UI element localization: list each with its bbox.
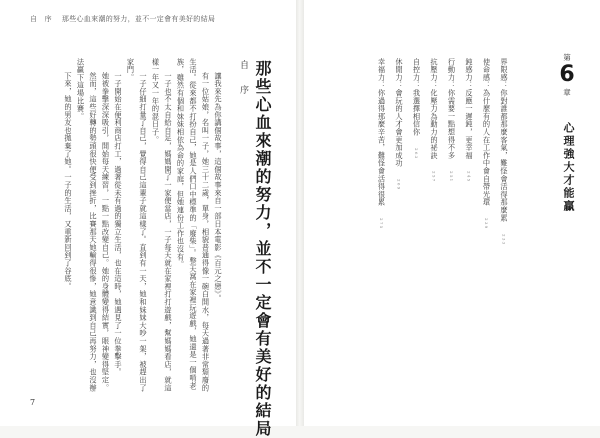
toc-entry-page: 2 7 5 (379, 218, 384, 229)
chapter-title: 心理強大才能贏 (562, 122, 575, 213)
page-title: 那些心血來潮的努力，並不一定會有美好的結局 (253, 60, 272, 438)
paragraph: 一子開始在便利商店打工，過著從未有過的獨立生活，也在這時，她遇見了一位拳擊手。 (114, 72, 123, 377)
paragraph: 她被拳擊深深吸引，開始每天練習，一點一點改變自己。她的身體變得結實，眼神變得堅定。 (101, 72, 111, 393)
toc-entry-page: 2 4 5 (466, 171, 472, 182)
paragraph: 讓我來先為你講個故事，這個故事來自一部日本電影《百元之戀》。 (214, 72, 223, 303)
body-text (62, 58, 225, 398)
toc-entry[interactable] (481, 58, 493, 244)
toc-entry-title: 界限感：你對誰都那麼客氣，難怪會活得那麼累 (500, 58, 509, 222)
chapter-suffix: 章 (563, 88, 571, 97)
chapter-prefix: 第 (563, 53, 571, 62)
paragraph: 有一位姑娘，名叫一子，她三十二歲，單身，相貌普通得像一碗白開水，每天過著非常頹廢的生活。從來都不打扮自己，她是人們口中標準的「廢柴」。整天窩在家裡玩遊戲，她還是一個啃老族，雖然有個和妹妹相依為命的家庭，但她連份工作也沒有。 (176, 58, 211, 393)
paragraph: 然而，這些好轉的勢頭很快便受到挫折，比賽那天她輸得很慘，她意識到自己再努力，也沒辦法贏下這場比賽。 (76, 58, 98, 393)
toc-entry-title: 幸福力：你過得那麼辛苦，難怪會活得很累 (377, 58, 387, 207)
section-label: 自 序 (238, 60, 248, 97)
paragraph: 下來，她的男友也拋棄了她。一子的生活，又重新回到了谷底。 (64, 72, 73, 291)
toc-entry-page: 2 6 3 (414, 148, 419, 159)
running-header-label: 自 序 (30, 15, 52, 23)
left-page (0, 0, 296, 438)
page-number: 7 (30, 398, 36, 407)
toc-entry-title: 自控力：我選擇相信你 (412, 58, 422, 136)
toc-entry-title: 休閒力：會玩的人才會更加成功 (395, 58, 404, 168)
running-header (30, 14, 215, 24)
toc-entry-title: 鈍感力：反應一遲鈍，更幸福 (465, 58, 474, 160)
toc-entry[interactable] (463, 58, 475, 244)
toc-entry-title: 抗壓力：化壓力為動力的祕訣 (430, 58, 439, 160)
chapter-number: 6 (559, 62, 575, 87)
toc-entry-page: 2 3 3 (501, 233, 507, 244)
toc-entry-title: 行動力：你需要一點想得不多 (447, 58, 457, 160)
toc-entry[interactable] (428, 58, 440, 244)
toc-entry[interactable] (376, 58, 388, 244)
book-gutter (296, 0, 304, 426)
toc-entry[interactable] (498, 58, 510, 244)
toc-entry-title: 使命感：為什麼有的人在工作中會自帶光環 (482, 58, 492, 207)
table-of-contents (376, 58, 511, 244)
toc-entry-page: 2 3 9 (484, 218, 489, 229)
toc-entry[interactable] (393, 58, 405, 244)
toc-entry[interactable] (411, 58, 423, 244)
paragraph: 一子也不太自給自足，媽媽開了一家便當店，一子每天就在家裡打打遊戲，幫媽媽看店，就這樣一年又一年的混日子。 (151, 58, 173, 393)
toc-entry-page: 2 6 9 (396, 179, 402, 190)
toc-entry[interactable] (446, 58, 458, 244)
toc-entry-page: 2 5 7 (431, 171, 437, 182)
toc-entry-page: 2 5 1 (449, 171, 454, 182)
running-header-title: 那些心血來潮的努力，並不一定會有美好的結局 (61, 15, 216, 23)
right-page (304, 0, 600, 426)
paragraph: 一子仔細打量了自己，覺得自己這輩子就這樣了。直到有一天，她和妹妹大吵一架，被趕出了家門。 (126, 58, 148, 393)
chapter-marker (552, 52, 582, 98)
